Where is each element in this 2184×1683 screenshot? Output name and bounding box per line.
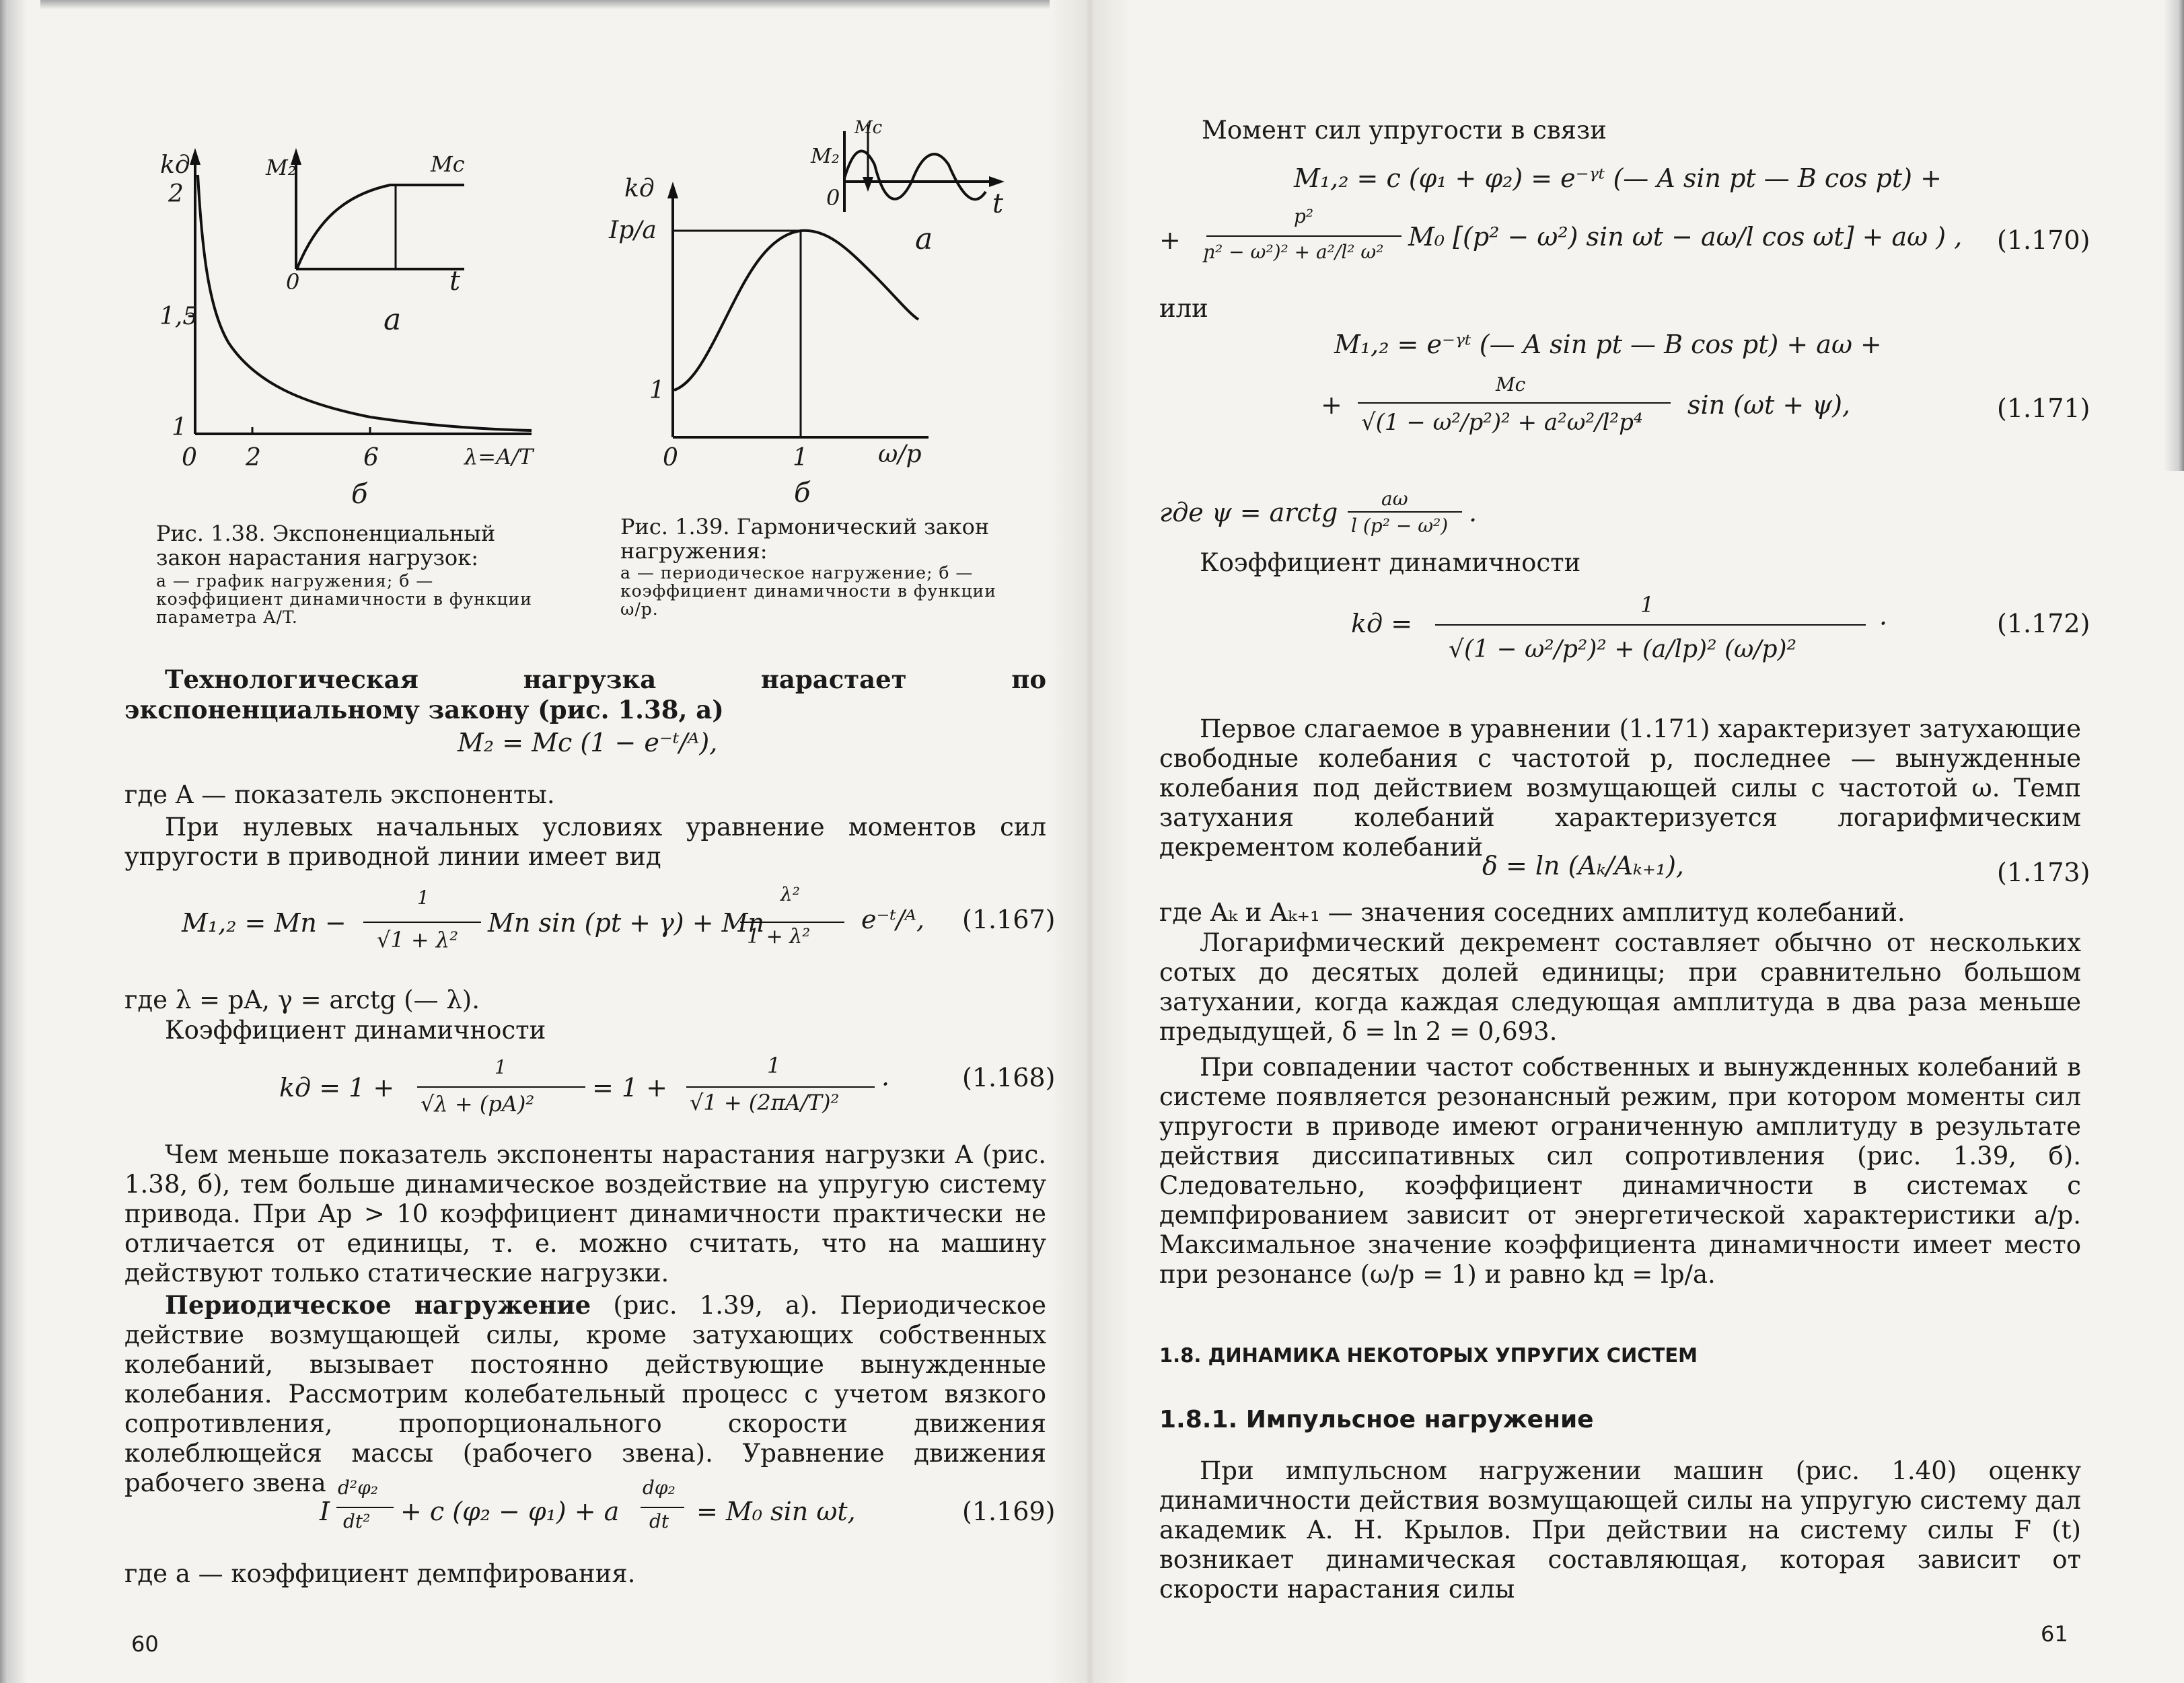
page-61	[1092, 0, 2184, 1683]
eq173-number: (1.173)	[1997, 858, 2090, 887]
fig139-plot	[659, 182, 942, 451]
fig139-inset-mc: Mc	[854, 118, 883, 138]
eq172-lhs: kд =	[1351, 609, 1413, 638]
eq168-fracline2	[686, 1086, 875, 1088]
fig139-y-label: kд	[624, 175, 655, 202]
paragraph-initial-conditions: При нулевых начальных условиях уравнение моментов сил упругости в приводной линии имеет вид	[124, 813, 1046, 871]
eq169-number: (1.169)	[962, 1497, 1056, 1526]
paragraph-or: или	[1159, 294, 1208, 323]
eq167-num1: 1	[417, 887, 429, 909]
eq171-number: (1.171)	[1997, 394, 2090, 423]
fig139-x-0: 0	[663, 444, 678, 472]
periodic-load-term: Периодическое нагружение	[165, 1290, 591, 1320]
page-number-60: 60	[131, 1631, 159, 1657]
eq172-num: 1	[1640, 592, 1654, 618]
eq170-fracline	[1206, 235, 1402, 237]
fig138-sub-b: б	[351, 479, 368, 510]
page-number-61: 61	[2041, 1621, 2068, 1647]
eq168-mid: = 1 +	[592, 1073, 668, 1102]
eq168-number: (1.168)	[962, 1063, 1056, 1092]
paragraph-lambda-gamma: где λ = pA, γ = arctg (— λ).	[124, 985, 480, 1014]
caption-1-38-legend: а — график нагружения; б — коэффициент динамичности в функции параметра A/T.	[156, 571, 532, 627]
fig139-inset-y-label: M₂	[811, 145, 840, 168]
fig138-x-tick-2: 2	[246, 444, 261, 472]
fig139-x-1: 1	[793, 444, 808, 472]
paragraph-exponential-load-text: Технологическая нагрузка нарастает по экспоненциальному закону (рис. 1.38, а)	[124, 665, 1046, 724]
eq169-fracline2	[641, 1507, 684, 1508]
eq169-mid: + c (φ₂ − φ₁) + a	[400, 1497, 620, 1526]
fig138-x-label: λ=A/T	[464, 444, 534, 470]
paragraph-periodic-load	[124, 1290, 1046, 1498]
eq170-num: p²	[1294, 205, 1314, 227]
eq169-num2: dφ₂	[643, 1476, 676, 1499]
fig138-inset-mc: Mc	[431, 151, 465, 177]
eq172-fracline	[1435, 624, 1866, 626]
subsection-heading-1-8-1: 1.8.1. Импульсное нагружение	[1159, 1406, 1594, 1433]
psi-num: aω	[1381, 488, 1408, 510]
eq168-lhs: kд = 1 +	[279, 1073, 395, 1102]
paragraph-dynamic-coef-2: Коэффициент динамичности	[1200, 548, 1581, 577]
eq169-den1: dt²	[343, 1510, 371, 1532]
eq172-dot: ·	[1879, 609, 1888, 638]
fig139-x-label: ω/p	[878, 441, 922, 468]
fig138-x-tick-0: 0	[182, 444, 197, 472]
eq167-lhs: M₁,₂ = Mп −	[182, 908, 347, 938]
eq168-den1: √λ + (pA)²	[421, 1091, 535, 1117]
paragraph-exponential-load	[124, 665, 1046, 725]
eq167-mid: Mп sin (pt + γ) + Mп	[488, 908, 765, 938]
eq168-num2: 1	[767, 1053, 781, 1078]
eq169-den2: dt	[649, 1510, 669, 1532]
eq168-num1: 1	[495, 1056, 507, 1078]
equation-m2: M₂ = Mc (1 − e⁻ᵗ/ᴬ),	[458, 728, 718, 757]
paragraph-impulse: При импульсном нагружении машин (рис. 1.40) оценку динамичности действия возмущающей силы на упругую систему дал академик А. Н. Крылов. При действии на систему силы F (t) возникает динамическая составляющая, которая зависит от скорости нарастания силы	[1159, 1456, 2081, 1604]
caption-1-39-legend: а — периодическое нагружение; б — коэффициент динамичности в функции ω/p.	[620, 563, 996, 619]
eq170-line1: M₁,₂ = c (φ₁ + φ₂) = e⁻ᵞᵗ (— A sin pt — B cos pt) +	[1294, 163, 1942, 193]
eq169-num1: d²φ₂	[338, 1476, 378, 1499]
eq170-tail: M₀ [(p² − ω²) sin ωt − aω/l cos ωt] + aω ) ,	[1408, 222, 1963, 252]
fig138-x-tick-6: 6	[363, 444, 379, 472]
paragraph-elastic-moment: Момент сил упругости в связи	[1202, 116, 1607, 145]
eq169-tail: = M₀ sin ωt,	[696, 1497, 856, 1526]
equation-1-173: δ = ln (Aₖ/Aₖ₊₁),	[1482, 851, 1685, 881]
fig138-inset-origin: 0	[286, 269, 300, 295]
psi-dot: .	[1469, 498, 1478, 527]
caption-1-39-title: Рис. 1.39. Гармонический закон нагружения:	[620, 514, 990, 564]
fig138-tick-2: 2	[168, 180, 184, 208]
eq172-number: (1.172)	[1997, 609, 2090, 638]
eq171-den: √(1 − ω²/p²)² + a²ω²/l²p⁴	[1361, 409, 1643, 436]
fig138-y-label: kд	[160, 151, 190, 179]
fig139-tick-1: 1	[649, 377, 665, 404]
fig138-tick-1: 1	[172, 414, 187, 441]
eq167-den1: √1 + λ²	[377, 927, 459, 952]
fig139-inset-sub: а	[915, 222, 933, 256]
fig139-inset-origin: 0	[826, 185, 840, 211]
eq167-num2: λ²	[780, 883, 800, 905]
fig139-y-peak: Ip/a	[609, 217, 657, 244]
eq168-den2: √1 + (2πA/T)²	[690, 1090, 840, 1115]
paragraph-smaller-exponent: Чем меньше показатель экспоненты нарастания нагрузки A (рис. 1.38, б), тем больше динамическое воздействие на упругую систему привода. При Ap > 10 коэффициент динамичности практически не отличается от единицы, т. е. можно считать, что на машину действуют только статические нагрузки.	[124, 1140, 1046, 1287]
paragraph-a-exponent: где A — показатель экспоненты.	[124, 780, 555, 809]
paragraph-resonance: При совпадении частот собственных и вынужденных колебаний в системе появляется резонансный режим, при котором моменты сил упругости в приводе имеют ограниченную амплитуду в результате действия диссипативных сил сопротивления (рис. 1.39, б). Следовательно, коэффициент динамичности в системах с демпфированием зависит от энергетической характеристики a/p. Максимальное значение коэффициента динамичности имеет место при резонансе (ω/p = 1) и равно kд = lp/a.	[1159, 1053, 2081, 1289]
fig139-sub-b: б	[794, 478, 811, 509]
eq167-number: (1.167)	[962, 905, 1056, 934]
psi-den: l (p² − ω²)	[1351, 515, 1449, 537]
eq170-plus: +	[1159, 225, 1181, 255]
eq171-fracline	[1358, 402, 1671, 404]
eq170-den: ր² − ω²)² + a²/l² ω²	[1203, 241, 1384, 263]
eq168-dot: ·	[881, 1070, 890, 1099]
fig139-inset-x-label: t	[992, 188, 1004, 219]
section-heading-1-8: 1.8. ДИНАМИКА НЕКОТОРЫХ УПРУГИХ СИСТЕМ	[1159, 1344, 1698, 1367]
paragraph-dynamic-coef-1: Коэффициент динамичности	[165, 1016, 546, 1045]
eq171-num: Mc	[1496, 373, 1526, 396]
eq171-plus: +	[1321, 390, 1342, 420]
eq169-fracline1	[336, 1507, 394, 1508]
paragraph-first-term: Первое слагаемое в уравнении (1.171) характеризует затухающие свободные колебания с частотой p, последнее — вынужденные колебания под действием возмущающей силы с частотой ω. Темп затухания колебаний характеризуется логарифмическим декрементом колебаний	[1159, 714, 2081, 862]
fig139-inset	[844, 124, 1006, 219]
eq170-number: (1.170)	[1997, 225, 2090, 255]
eq171-tail: sin (ωt + ψ),	[1687, 390, 1850, 420]
eq167-fracline2	[740, 922, 844, 923]
periodic-load-text: (рис. 1.39, а). Периодическое действие возмущающей силы, кроме затухающих собственных колебаний, вызывает постоянно действующие вынужденные колебания. Рассмотрим колебательный процесс с учетом вязкого сопротивления, пропорционального скорости движения колеблющейся массы (рабочего звена). Уравнение движения рабочего звена	[124, 1291, 1046, 1497]
eq169-I: I	[320, 1497, 330, 1526]
fig138-inset-x-label: t	[449, 266, 461, 297]
eq167-fracline1	[363, 922, 481, 923]
fig138-inset-y-label: M₂	[266, 155, 297, 180]
caption-1-38-title: Рис. 1.38. Экспоненциальный закон нарастания нагрузок:	[156, 521, 496, 570]
eq167-den2: 1 + λ²	[747, 925, 811, 948]
fig138-tick-1-5: 1,5	[159, 303, 198, 330]
eq172-den: √(1 − ω²/p²)² + (a/lp)² (ω/p)²	[1449, 636, 1797, 663]
paragraph-log-decrement: Логарифмический декремент составляет обычно от нескольких сотых до десятых долей единицы; при сравнительно большом затухании, когда каждая следующая амплитуда в два раза меньше предыдущей, δ = ln 2 = 0,693.	[1159, 928, 2081, 1046]
eq167-tail: e⁻ᵗ/ᴬ,	[861, 905, 925, 934]
paragraph-amplitudes: где Aₖ и Aₖ₊₁ — значения соседних амплитуд колебаний.	[1159, 898, 1905, 927]
fig138-inset-sub: а	[384, 303, 402, 337]
eq168-fracline1	[417, 1086, 585, 1088]
psi-lhs: где ψ = arctg	[1159, 498, 1338, 527]
paragraph-damping: где a — коэффициент демпфирования.	[124, 1559, 636, 1588]
eq171-line1: M₁,₂ = e⁻ᵞᵗ (— A sin pt — B cos pt) + aω +	[1334, 330, 1882, 359]
psi-fracline	[1348, 511, 1462, 513]
